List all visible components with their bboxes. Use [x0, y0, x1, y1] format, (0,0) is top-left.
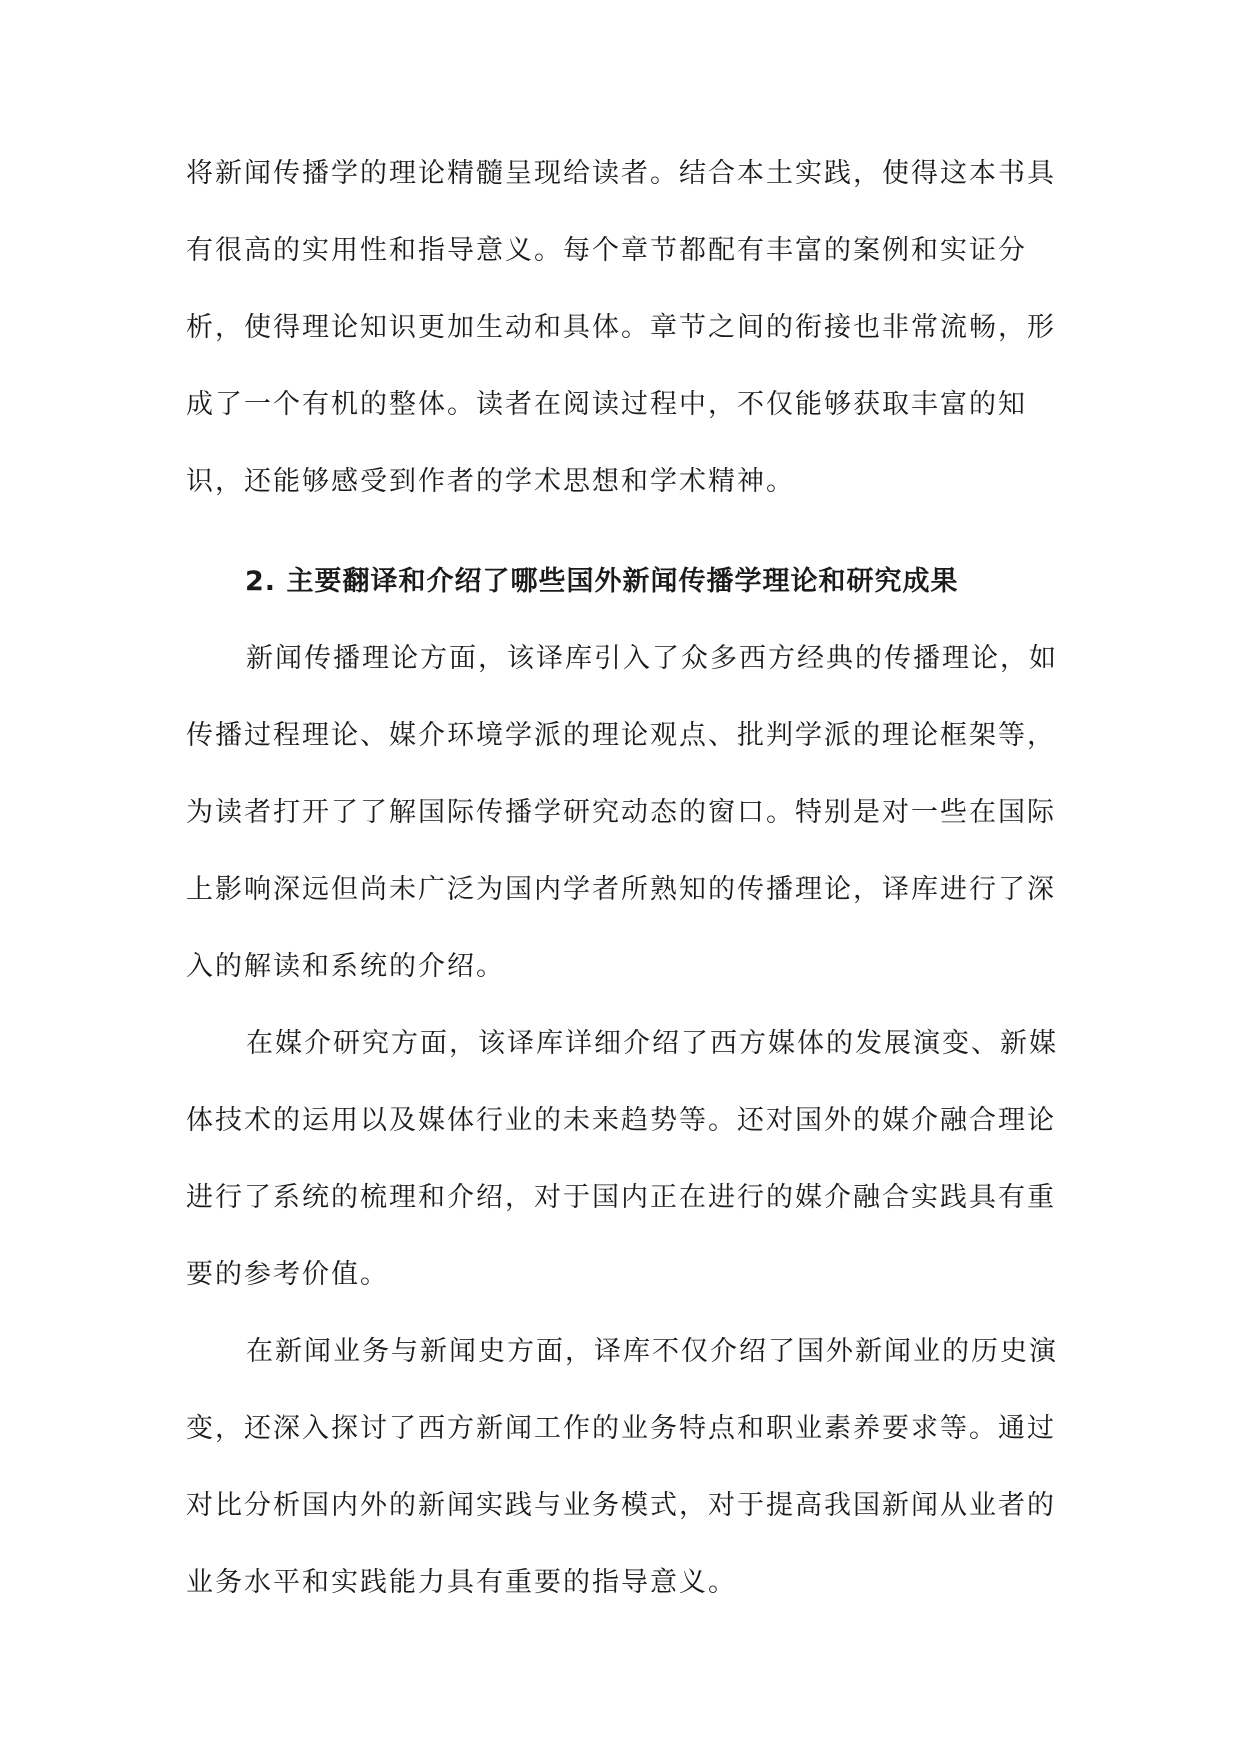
- section-body: [186, 620, 1066, 1621]
- continued-text-block: [186, 135, 1066, 520]
- section-heading: 2. 主要翻译和介绍了哪些国外新闻传播学理论和研究成果: [245, 566, 959, 597]
- paragraph-media: 在媒介研究方面，该译库详细介绍了西方媒体的发展演变、新媒体技术的运用以及媒体行业的未来趋势等。还对国外的媒介融合理论进行了系统的梳理和介绍，对于国内正在进行的媒介融合实践具有重要的参考价值。: [186, 1028, 1058, 1290]
- paragraph-journalism-history: 在新闻业务与新闻史方面，译库不仅介绍了国外新闻业的历史演变，还深入探讨了西方新闻工作的业务特点和职业素养要求等。通过对比分析国内外的新闻实践与业务模式，对于提高我国新闻从业者的业务水平和实践能力具有重要的指导意义。: [186, 1336, 1058, 1598]
- paragraph-theory: 新闻传播理论方面，该译库引入了众多西方经典的传播理论，如传播过程理论、媒介环境学派的理论观点、批判学派的理论框架等，为读者打开了了解国际传播学研究动态的窗口。特别是对一些在国际上影响深远但尚未广泛为国内学者所熟知的传播理论，译库进行了深入的解读和系统的介绍。: [186, 643, 1058, 982]
- continued-paragraph: 将新闻传播学的理论精髓呈现给读者。结合本土实践，使得这本书具有很高的实用性和指导意义。每个章节都配有丰富的案例和实证分析，使得理论知识更加生动和具体。章节之间的衔接也非常流畅，形成了一个有机的整体。读者在阅读过程中，不仅能够获取丰富的知识，还能够感受到作者的学术思想和学术精神。: [186, 158, 1056, 497]
